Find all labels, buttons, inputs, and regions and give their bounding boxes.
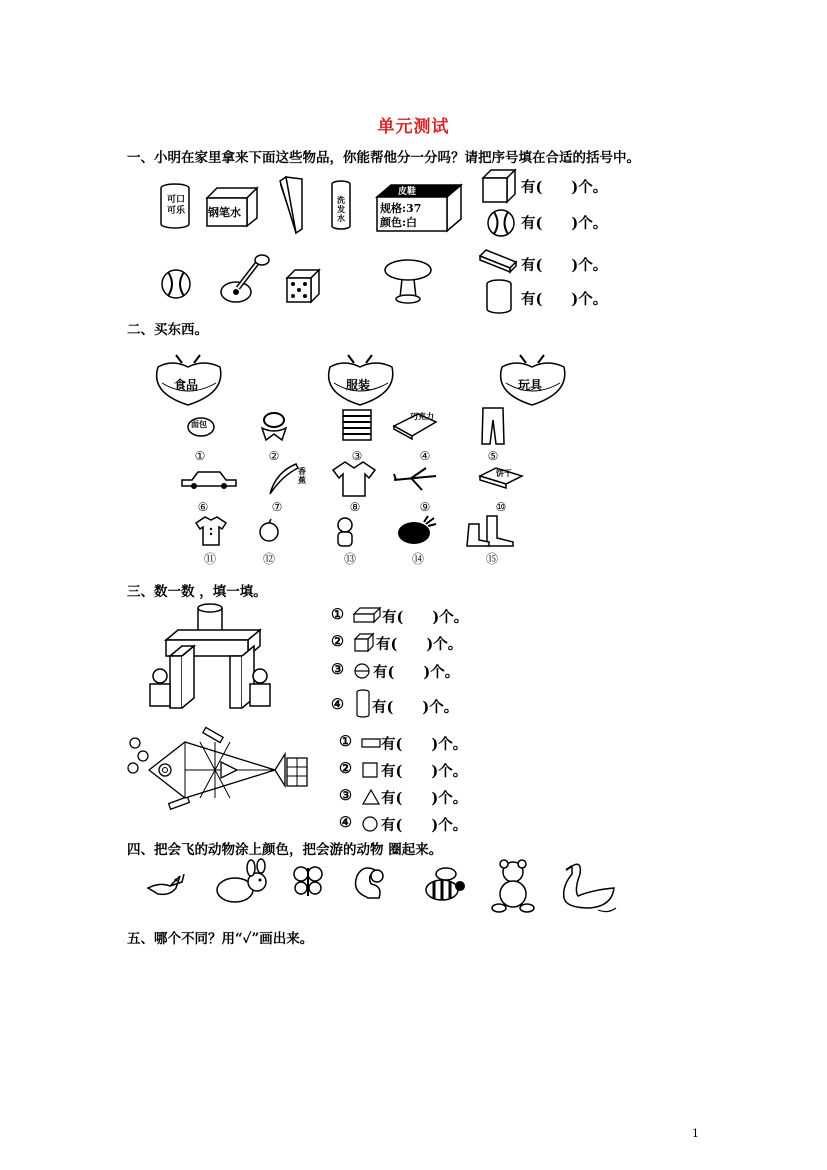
toy-bear-icon [330, 515, 360, 549]
cylinder-icon [484, 279, 514, 315]
dice-icon [285, 268, 323, 304]
item-number: ③ [351, 449, 363, 463]
cuboid-icon [352, 606, 382, 624]
item-number: ① [194, 449, 206, 463]
boots-icon [463, 514, 515, 548]
count-solid-cylinder: 有( )个。 [372, 699, 459, 716]
count-cube: 有( )个。 [521, 179, 608, 196]
banana-icon [266, 462, 300, 496]
count-shape-circle: 有( )个。 [381, 817, 468, 834]
shape-marker: ④ [339, 814, 352, 831]
triangle-icon [361, 788, 381, 806]
shoe-box-color: 颜色:白 [380, 216, 418, 229]
count-solid-sphere: 有( )个。 [373, 664, 460, 681]
cube-icon [481, 168, 517, 204]
trousers-icon [480, 406, 506, 446]
cuboid-icon [478, 248, 518, 274]
shape-marker: ③ [339, 787, 352, 804]
basket-clothes-label: 服装 [346, 378, 371, 392]
item-number: ⑨ [419, 500, 431, 514]
count-solid-cube: 有( )个。 [376, 636, 463, 653]
item-number: ⑤ [487, 449, 499, 463]
page-title: 单元测试 [377, 117, 450, 137]
shirt-icon [331, 460, 377, 498]
item-number: ⑮ [485, 552, 498, 566]
ball-icon [160, 268, 192, 300]
circle-icon [361, 815, 379, 833]
cylinder-icon [355, 689, 371, 719]
page-number: 1 [692, 1127, 699, 1140]
hat-icon [258, 410, 290, 444]
swan-icon [558, 860, 620, 916]
item-number: ② [268, 449, 280, 463]
apple-icon [257, 518, 281, 542]
count-shape-triangle: 有( )个。 [381, 790, 468, 807]
bird-icon [146, 868, 186, 898]
shape-fish-figure [125, 728, 310, 816]
cube-icon [353, 632, 375, 652]
count-shape-square: 有( )个。 [381, 763, 468, 780]
q4-heading: 四、把会飞的动物涂上颜色，把会游的动物 圈起来。 [127, 842, 443, 858]
shoe-box-top-label: 皮鞋 [398, 187, 417, 197]
shape-marker: ① [339, 733, 352, 750]
solid-marker: ② [331, 633, 344, 650]
count-shape-rectangle: 有( )个。 [381, 736, 468, 753]
shampoo-label: 洗发水 [337, 195, 345, 223]
item-number: ⑩ [495, 500, 507, 514]
bread-label: 面包 [191, 419, 207, 429]
solid-marker: ④ [331, 696, 344, 713]
q1-heading: 一、小明在家里拿来下面这些物品，你能帮他分一分吗？请把序号填在合适的括号中。 [127, 150, 640, 166]
basket-toys-label: 玩具 [518, 378, 543, 392]
q2-heading: 二、买东西。 [127, 322, 208, 338]
count-sphere: 有( )个。 [521, 215, 608, 232]
count-solid-cuboid: 有( )个。 [382, 609, 469, 626]
lamp-icon [218, 252, 272, 304]
item-number: ④ [419, 449, 431, 463]
biscuit-label: 饼干 [496, 468, 512, 478]
cake-icon [339, 408, 375, 444]
shoe-box-size: 规格:37 [380, 202, 422, 215]
item-number: ⑭ [411, 552, 424, 566]
squirrel-icon [349, 862, 387, 902]
sphere-icon [486, 208, 516, 238]
bee-icon [422, 866, 468, 904]
item-number: ⑪ [203, 552, 216, 566]
shape-marker: ② [339, 760, 352, 777]
car-icon [180, 470, 238, 490]
count-cylinder: 有( )个。 [521, 291, 608, 308]
stool-icon [382, 258, 434, 306]
teddy-bear-icon [489, 858, 535, 914]
item-number: ⑫ [262, 552, 275, 566]
block-gate-figure [148, 602, 274, 716]
rabbit-icon [213, 860, 273, 904]
chocolate-label: 巧克力 [410, 411, 434, 421]
tshirt-icon [194, 515, 228, 547]
item-number: ⑬ [343, 552, 356, 566]
item-number: ⑧ [349, 500, 361, 514]
count-cuboid: 有( )个。 [521, 257, 608, 274]
solid-marker: ③ [331, 661, 344, 678]
sphere-icon [353, 662, 371, 680]
rectangle-icon [360, 737, 382, 749]
ink-box-label: 钢笔水 [208, 206, 241, 219]
book-icon [278, 177, 304, 235]
cola-can-label: 可口可乐 [166, 195, 185, 216]
item-number: ⑥ [197, 500, 209, 514]
q3-heading: 三、数一数 ，填一填。 [127, 584, 267, 600]
square-icon [361, 761, 379, 779]
airplane-icon [392, 466, 438, 492]
item-number: ⑦ [271, 500, 283, 514]
banana-label: 香蕉 [298, 466, 306, 485]
butterfly-icon [291, 864, 325, 900]
pineapple-icon [396, 516, 438, 546]
basket-food-label: 食品 [174, 378, 199, 392]
solid-marker: ① [331, 606, 344, 623]
q5-heading: 五、哪个不同？用“✓”画出来。 [127, 931, 314, 947]
